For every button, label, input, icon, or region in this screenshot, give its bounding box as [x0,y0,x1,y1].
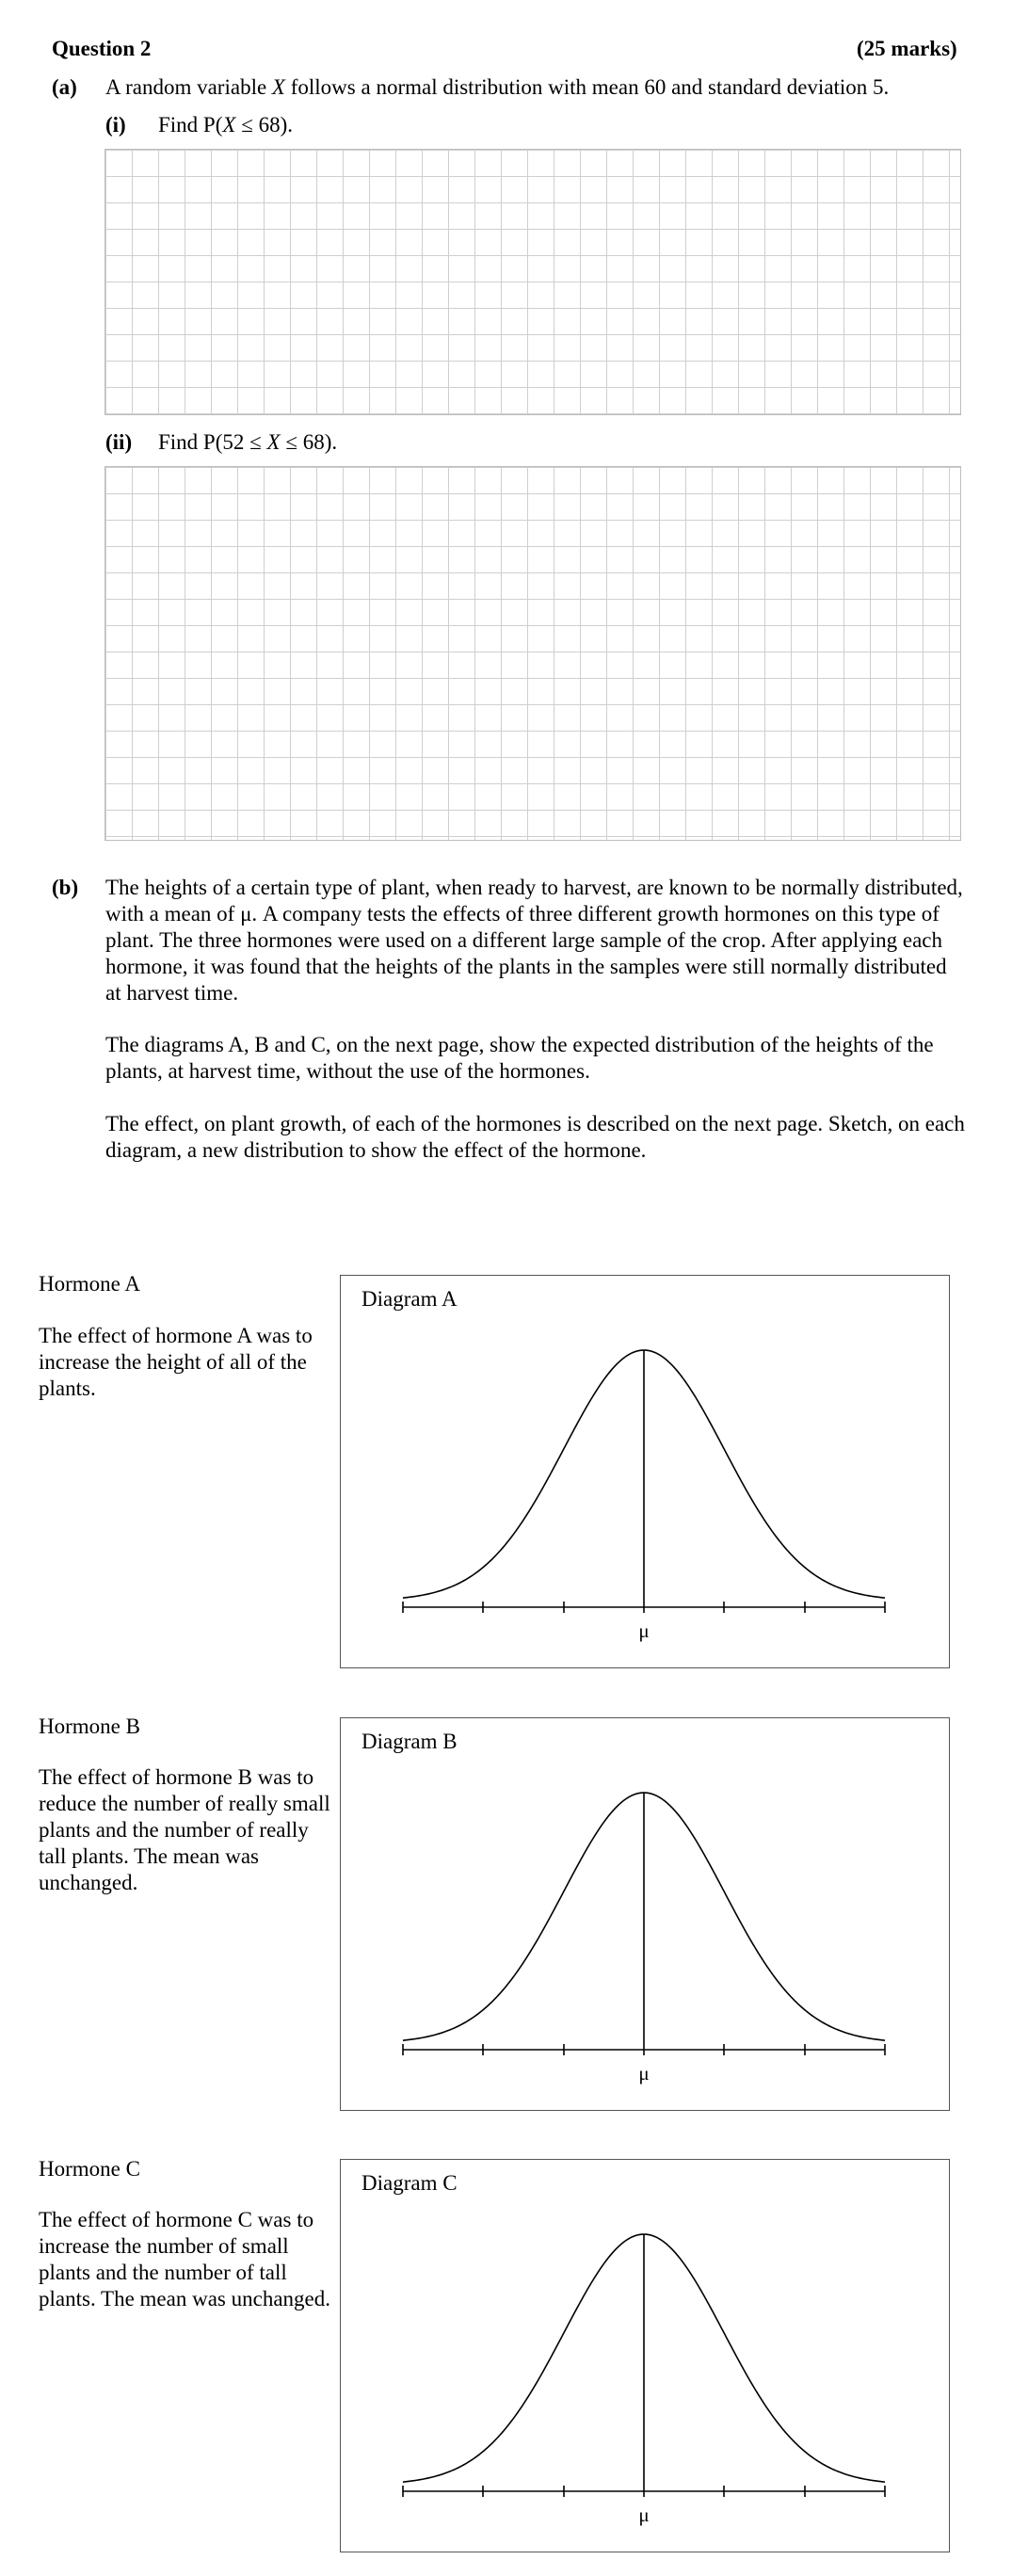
diagram-c[interactable] [340,2159,950,2552]
part-a-ii-label: (ii) [105,430,133,454]
question-marks: (25 marks) [857,37,957,60]
hormone-b-label: Hormone B [39,1715,140,1738]
hormone-a-description: The effect of hormone A was to increase the height of all of the plants. [39,1324,313,1400]
mu-label: μ [638,2504,650,2526]
part-a-i-text: Find P(X ≤ 68). [158,113,293,137]
diagram-b-graph [341,1718,951,2112]
diagram-c-title: Diagram C [361,2171,458,2195]
part-b-label: (b) [52,876,79,899]
part-b-paragraph-3: The effect, on plant growth, of each of the hormones is described on the next page. Sketch, on each diagram, a new distribution to show the effect of the hormone. [105,1112,965,1162]
hormone-c-label: Hormone C [39,2157,140,2181]
question-title: Question 2 [52,37,152,60]
diagram-a[interactable] [340,1275,950,1668]
diagram-a-graph [341,1276,951,1669]
part-a-i-label: (i) [105,113,126,137]
diagram-b-title: Diagram B [361,1730,458,1753]
hormone-b-description: The effect of hormone B was to reduce the number of really small plants and the number of really tall plants. The mean was unchanged. [39,1765,330,1894]
hormone-c-description: The effect of hormone C was to increase the number of small plants and the number of tall plants. The mean was unchanged. [39,2208,330,2310]
part-a-label: (a) [52,75,77,99]
part-a-text: A random variable X follows a normal distribution with mean 60 and standard deviation 5. [105,75,890,99]
mu-label: μ [638,2062,650,2085]
diagram-b[interactable] [340,1717,950,2111]
part-a-ii-text: Find P(52 ≤ X ≤ 68). [158,430,338,454]
diagram-c-graph [341,2160,951,2553]
diagram-a-title: Diagram A [361,1287,458,1311]
answer-grid-ii[interactable] [104,466,961,841]
answer-grid-i[interactable] [104,149,961,415]
part-b-paragraph-2: The diagrams A, B and C, on the next page, show the expected distribution of the heights of the plants, at harvest time, without the use of the hormones. [105,1033,934,1083]
hormone-a-label: Hormone A [39,1272,140,1296]
mu-label: μ [638,1619,650,1642]
part-b-paragraph-1: The heights of a certain type of plant, when ready to harvest, are known to be normally distributed, with a mean of μ. A company tests the effects of three different growth hormones on this type of plant. The three hormones were used on a different large sample of the crop. After applying each hormone, it was found that the heights of the plants in the samples were still normally distributed at harvest time. [105,876,963,1005]
